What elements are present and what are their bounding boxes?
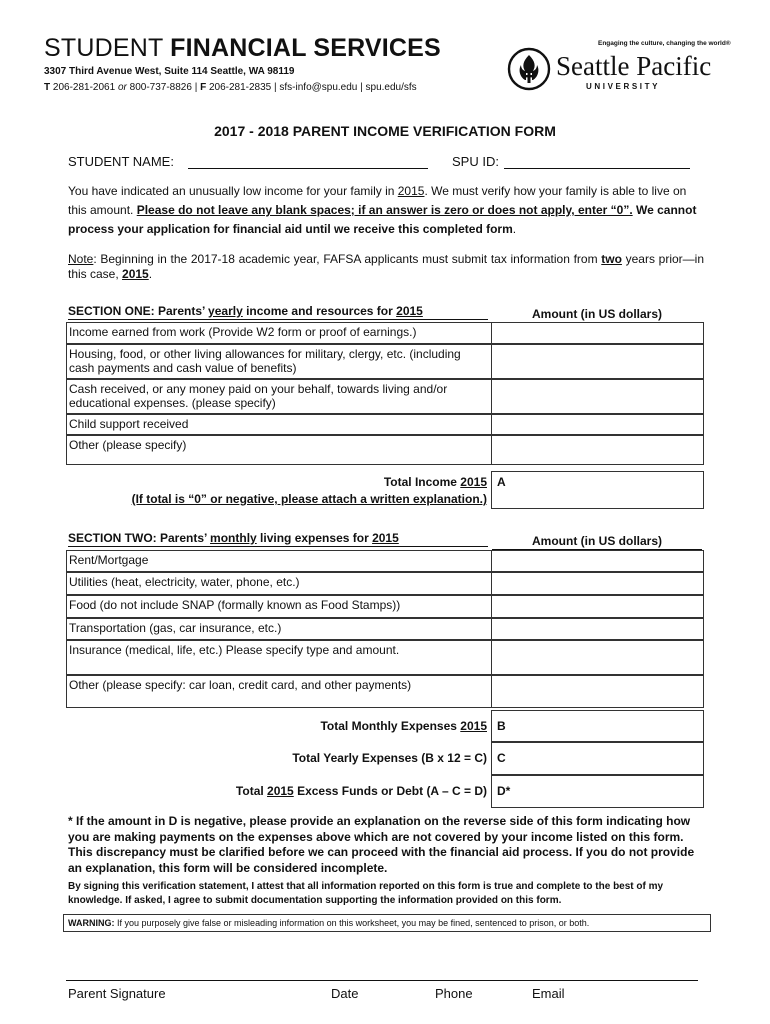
intro-paragraph: [68, 182, 704, 239]
total-monthly-row: [66, 710, 704, 742]
s2-head-monthly: monthly: [210, 531, 257, 545]
row-label: Food (do not include SNAP (formally known as Food Stamps)): [67, 596, 492, 617]
intro-year: 2015: [397, 184, 425, 198]
total-excess-text-b: Excess Funds or Debt (A – C = D): [293, 784, 487, 798]
warning-text: If you purposely give false or misleading information on this worksheet, you may be fined, sentenced to prison, or both.: [114, 918, 590, 928]
amount-field[interactable]: [492, 676, 703, 707]
row-label: Housing, food, or other living allowances for military, clergy, etc. (including cash payments and cash value of benefits): [67, 345, 492, 378]
phone-label: Phone: [435, 986, 473, 1001]
note-paragraph: [68, 252, 704, 282]
row-label: Other (please specify): [67, 436, 492, 464]
negative-amount-note: * If the amount in D is negative, please provide an explanation on the reverse side of this form indicating how you are making payments on the expenses above which are not covered by your income listed on this form. This discrepancy must be clarified before we can proceed with the financial aid process. If you do not provide an explanation, this form will be considered incomplete.: [68, 814, 695, 875]
table-row: [66, 414, 704, 435]
total-excess-year: 2015: [267, 784, 294, 798]
office-title: [44, 34, 441, 62]
email-label: Email: [532, 986, 565, 1001]
table-row: [66, 595, 704, 618]
attestation-statement: By signing this verification statement, I attest that all information reported on this form is true and complete to the best of my knowledge. If asked, I agree to submit documentation supporting the information provided on this form.: [68, 881, 664, 906]
total-income-text: Total Income: [383, 475, 461, 489]
row-label: Income earned from work (Provide W2 form or proof of earnings.): [67, 323, 492, 343]
table-row: [66, 435, 704, 465]
s1-head-yearly: yearly: [208, 304, 243, 318]
student-name-label: STUDENT NAME:: [68, 154, 174, 169]
table-row: [66, 572, 704, 595]
row-label: Child support received: [67, 415, 492, 434]
section-one-amount-heading: Amount (in US dollars): [492, 307, 702, 323]
spu-id-field[interactable]: [504, 168, 690, 169]
total-excess-label: [66, 775, 491, 808]
intro-text-a: You have indicated an unusually low income for your family in: [68, 184, 398, 198]
amount-field[interactable]: [492, 573, 703, 594]
row-label: Utilities (heat, electricity, water, phone, etc.): [67, 573, 492, 594]
signature-line[interactable]: [66, 980, 698, 981]
note-text1: : Beginning in the 2017-18 academic year, FAFSA applicants must submit tax information from: [93, 252, 602, 266]
total-income-label: [66, 471, 491, 509]
logo-university: UNIVERSITY: [586, 82, 661, 91]
spu-flame-logo-icon: [506, 46, 552, 92]
amount-field[interactable]: [492, 380, 703, 413]
contact-phone1: 206-281-2061: [50, 82, 118, 93]
s1-head-a: SECTION ONE: Parents’: [68, 304, 209, 318]
amount-field[interactable]: [492, 345, 703, 378]
office-address: 3307 Third Avenue West, Suite 114 Seattle, WA 98119: [44, 66, 295, 77]
contact-rest: 206-281-2835 | sfs-info@spu.edu | spu.edu/sfs: [206, 82, 417, 93]
parent-signature-label: Parent Signature: [68, 986, 166, 1001]
total-yearly-field[interactable]: [491, 742, 704, 775]
row-label: Cash received, or any money paid on your behalf, towards living and/or educational expenses. (please specify): [67, 380, 492, 413]
amount-field[interactable]: [492, 596, 703, 617]
table-row: [66, 550, 704, 572]
contact-or: or: [117, 82, 127, 93]
amount-field[interactable]: [492, 415, 703, 434]
row-label: Insurance (medical, life, etc.) Please specify type and amount.: [67, 641, 492, 674]
office-title-light: STUDENT: [44, 34, 171, 62]
note-end: .: [148, 267, 153, 281]
total-income-row: [66, 471, 704, 509]
form-title: 2017 - 2018 PARENT INCOME VERIFICATION FORM: [214, 123, 556, 139]
total-income-note: (If total is “0” or negative, please attach a written explanation.): [131, 492, 487, 506]
total-income-field[interactable]: [491, 471, 704, 509]
amount-field[interactable]: [492, 641, 703, 674]
student-name-field[interactable]: [188, 168, 428, 169]
table-row: [66, 618, 704, 640]
note-year: 2015: [122, 267, 149, 281]
total-excess-letter: D*: [497, 784, 511, 798]
total-excess-field[interactable]: [491, 775, 704, 808]
table-row: [66, 322, 704, 344]
section-one-heading: [68, 304, 488, 320]
total-yearly-label: Total Yearly Expenses (B x 12 = C): [292, 751, 487, 765]
amount-field[interactable]: [492, 436, 703, 464]
s1-head-year: 2015: [396, 304, 423, 318]
contact-phone2: 800-737-8826 |: [126, 82, 201, 93]
total-monthly-label: [66, 710, 491, 742]
row-label: Rent/Mortgage: [67, 551, 492, 571]
s1-head-b: income and resources for: [242, 304, 397, 318]
note-text2: years prior—in this case,: [68, 252, 705, 281]
total-income-year: 2015: [460, 475, 487, 489]
total-monthly-text: Total Monthly Expenses: [320, 719, 461, 733]
total-monthly-letter: B: [497, 719, 506, 733]
row-label: Other (please specify: car loan, credit card, and other payments): [67, 676, 492, 707]
total-yearly-letter: C: [497, 751, 506, 765]
date-label: Date: [331, 986, 359, 1001]
total-income-letter: A: [497, 475, 506, 489]
table-row: [66, 344, 704, 379]
total-excess-text-a: Total: [235, 784, 268, 798]
intro-warning: Please do not leave any blank spaces; if an answer is zero or does not apply, enter “0”.: [136, 203, 633, 217]
total-excess-row: [66, 775, 704, 808]
contact-f-label: F: [200, 82, 207, 93]
s2-head-a: SECTION TWO: Parents’: [68, 531, 211, 545]
logo-tagline: Engaging the culture, changing the world®: [598, 40, 731, 47]
note-label: Note: [68, 252, 94, 266]
s2-head-year: 2015: [372, 531, 399, 545]
amount-field[interactable]: [492, 323, 703, 343]
section-two-amount-heading: Amount (in US dollars): [492, 534, 702, 550]
warning-box: [63, 914, 711, 932]
table-row: [66, 640, 704, 675]
intro-end: .: [512, 222, 517, 236]
table-row: [66, 675, 704, 708]
intro-bold: We cannot process your application for financial aid until we receive this completed form: [68, 203, 697, 236]
total-monthly-field[interactable]: [491, 710, 704, 742]
contact-t-label: T: [44, 82, 51, 93]
section-two-heading: [68, 531, 488, 547]
amount-field[interactable]: [492, 551, 703, 571]
warning-label: WARNING:: [68, 918, 115, 928]
office-title-bold: FINANCIAL SERVICES: [170, 34, 441, 62]
amount-field[interactable]: [492, 619, 703, 639]
spu-id-label: SPU ID:: [452, 154, 499, 169]
intro-text-b: . We must verify how your family is able to live on this amount.: [68, 184, 687, 217]
s2-head-b: living expenses for: [256, 531, 373, 545]
total-monthly-year: 2015: [460, 719, 487, 733]
total-yearly-row: [66, 742, 704, 775]
office-contact: [44, 82, 417, 93]
row-label: Transportation (gas, car insurance, etc.): [67, 619, 492, 639]
logo-name: Seattle Pacific: [556, 51, 712, 81]
table-row: [66, 379, 704, 414]
note-two: two: [601, 252, 622, 266]
